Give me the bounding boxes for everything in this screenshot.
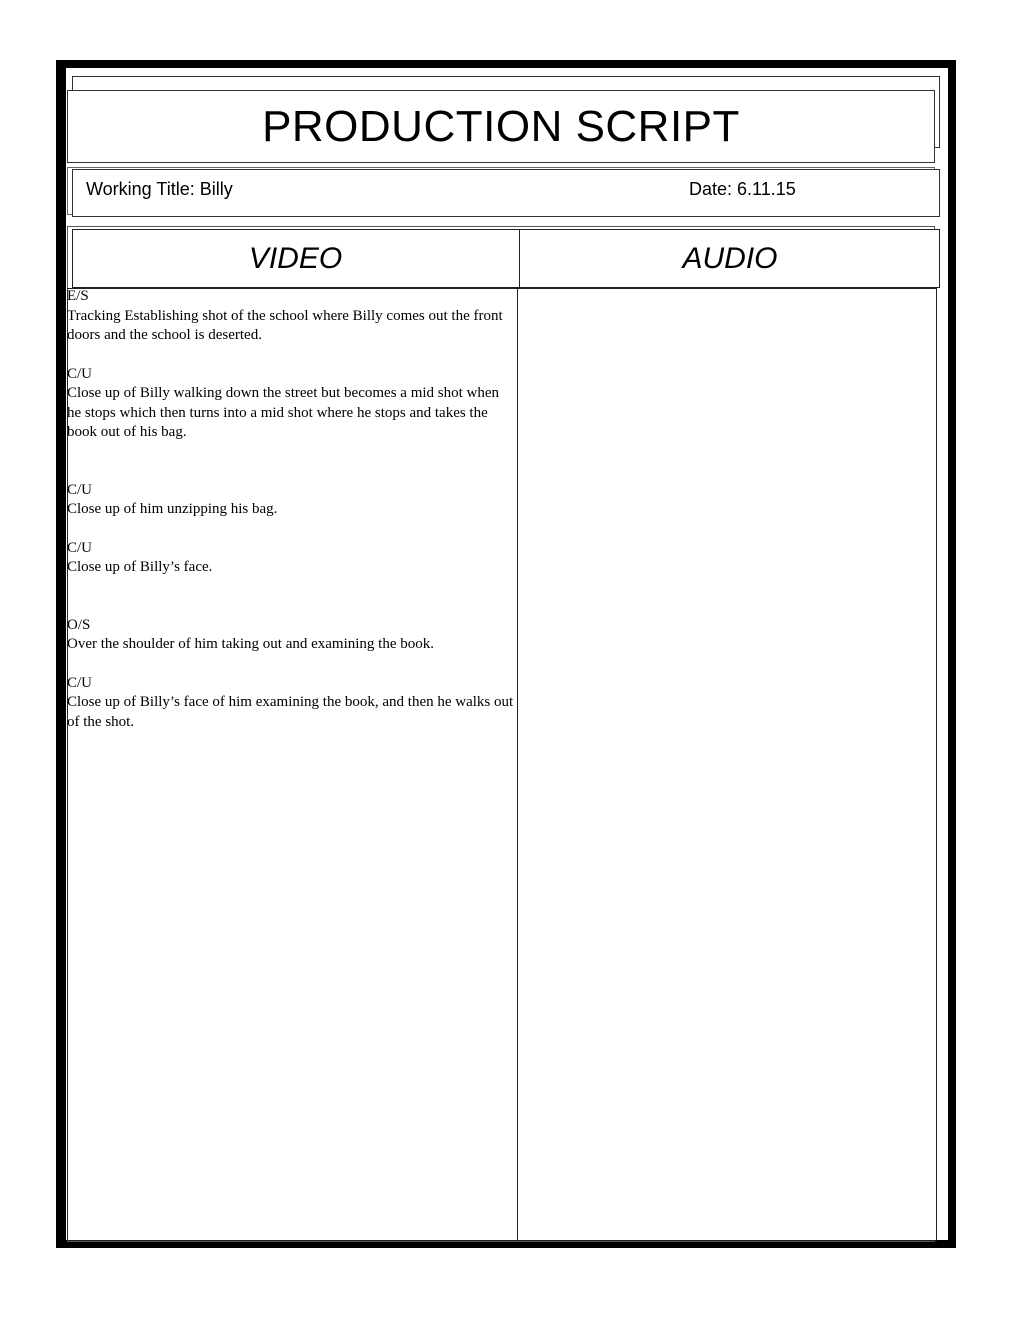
shot-code: O/S <box>67 616 91 633</box>
shot-entry <box>67 481 515 520</box>
shot-code: C/U <box>67 539 93 556</box>
shot-entry <box>67 287 515 346</box>
shot-description: Close up of him unzipping his bag. <box>67 501 278 517</box>
shot-entry <box>67 539 515 578</box>
shot-description: Tracking Establishing shot of the school where Billy comes out the front doors and the school is deserted. <box>67 307 503 343</box>
video-column <box>67 287 515 751</box>
shot-entry <box>67 674 515 733</box>
column-divider <box>517 229 518 1241</box>
shot-entry <box>67 616 515 655</box>
frame-inner-edge <box>64 64 66 1244</box>
column-header-row <box>72 229 940 288</box>
page-title: PRODUCTION SCRIPT <box>262 101 740 151</box>
shot-description: Over the shoulder of him taking out and examining the book. <box>67 636 435 652</box>
working-title: Working Title: Billy <box>86 179 233 199</box>
shot-code: C/U <box>67 674 93 691</box>
audio-column-header: AUDIO <box>519 230 940 287</box>
shot-code: E/S <box>67 288 89 304</box>
title-box <box>67 90 935 163</box>
video-column-header: VIDEO <box>248 241 343 275</box>
shot-code: C/U <box>67 481 93 498</box>
date: Date: 6.11.15 <box>689 179 796 199</box>
info-box <box>72 169 940 217</box>
shot-description: Close up of Billy’s face. <box>67 559 213 575</box>
shot-description: Close up of Billy walking down the street but becomes a mid shot when he stops which then turns into a mid shot where he stops and takes the book out of his bag. <box>67 385 500 440</box>
shot-entry <box>67 365 515 443</box>
shot-description: Close up of Billy’s face of him examining the book, and then he walks out of the shot. <box>67 694 514 730</box>
shot-code: C/U <box>67 365 93 382</box>
